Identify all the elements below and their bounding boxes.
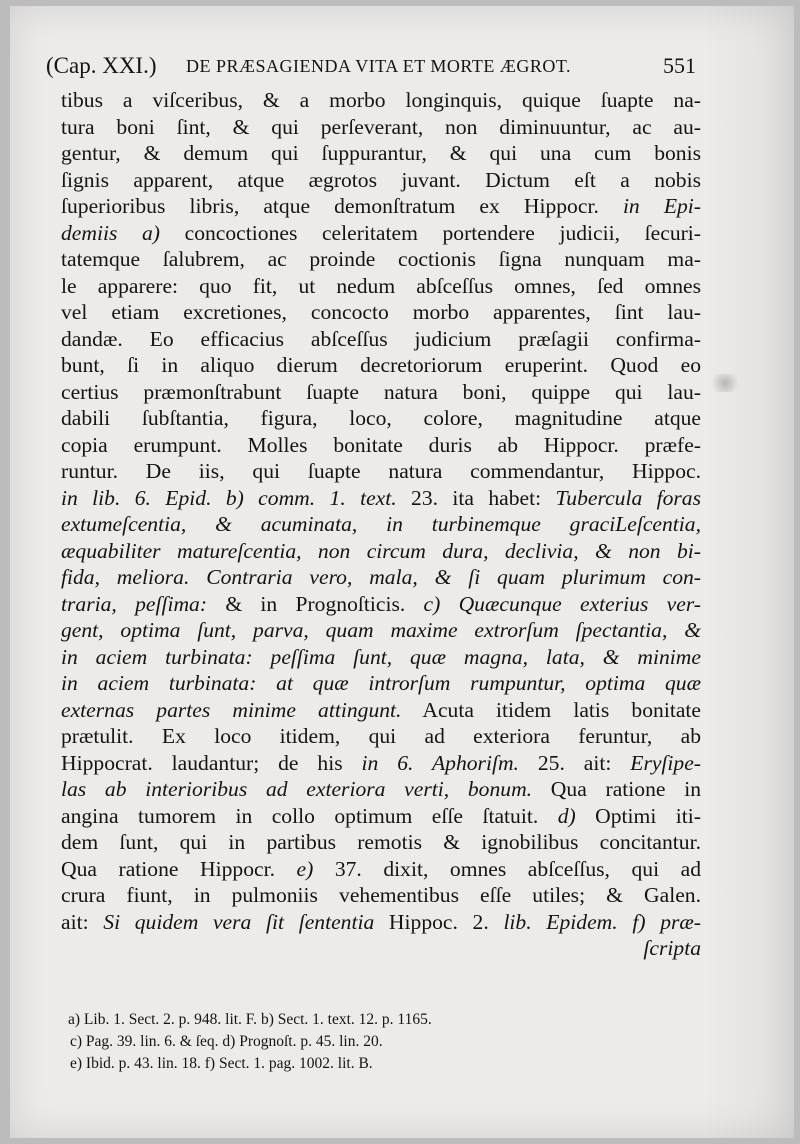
text-line (61, 750, 701, 777)
text-run: Sect. 1. pag. 1002. lit. B. (215, 1055, 373, 1072)
text-run: Optimi iti- (575, 803, 701, 828)
italic-text: demiis a) (61, 220, 160, 245)
footnote-line (68, 1009, 688, 1031)
text-line (61, 193, 701, 220)
italic-text: in aciem turbinata: peſſima ſunt, quæ magna, lata, & minime (61, 644, 701, 669)
text-line (61, 829, 701, 856)
text-run: vel etiam excretiones, concocto morbo apparentes, ſint lau- (61, 300, 701, 324)
italic-text: e) (296, 856, 314, 881)
text-run: Qua ratione Hippocr. (61, 856, 297, 881)
italic-text: extumeſcentia, & acuminata, in turbinemque graciLeſcentia, (61, 512, 701, 536)
text-run: runtur. De iis, qui ſuapte natura commendantur, Hippoc. (61, 459, 701, 483)
text-run: Acuta itidem latis bonitate (401, 697, 701, 722)
italic-text: in aciem turbinata: at quæ introrſum rumpuntur, optima quæ (61, 671, 701, 695)
italic-text: in 6. Aphoriſm. (361, 750, 519, 775)
italic-text: b) (260, 1011, 274, 1028)
text-line (61, 803, 701, 830)
text-run: 25. ait: (518, 750, 631, 775)
text-run: ſignis apparent, atque ægrotos juvant. Dictum eſt a nobis (61, 167, 701, 192)
text-run: Lib. 1. Sect. 2. p. 948. lit. F. (80, 1011, 261, 1028)
text-run: ſuperioribus libris, atque demonſtratum ex Hippocr. (61, 194, 623, 218)
text-run: angina tumorem in collo optimum eſſe ſtatuit. (61, 803, 558, 828)
text-line (61, 273, 701, 300)
ink-smudge (708, 374, 742, 392)
body-text (61, 87, 701, 962)
text-run: concoctiones celeritatem portendere judicii, ſecuri- (160, 220, 701, 245)
text-line (61, 591, 701, 618)
italic-text: in Epi- (622, 194, 702, 218)
text-run: 37. dixit, omnes abſceſſus, qui ad (313, 856, 702, 881)
text-run: copia erumpunt. Molles bonitate duris ab Hippocr. præfe- (61, 432, 701, 457)
italic-text: c) Quæcunque exterius ver- (423, 591, 701, 616)
italic-text: gent, optima ſunt, parva, quam maxime extrorſum ſpectantia, & (61, 618, 701, 642)
italic-text: fida, meliora. Contraria vero, mala, & ſi quam plurimum con- (61, 565, 701, 589)
text-run: dabili ſubſtantia, figura, loco, colore, magnitudine atque (61, 406, 701, 430)
text-line (61, 87, 701, 114)
text-line (61, 856, 701, 883)
footnote-line (68, 1031, 688, 1053)
italic-text: d) (557, 803, 576, 828)
text-run: tibus a viſceribus, & a morbo longinquis, quique ſuapte na- (61, 88, 701, 112)
italic-text: f) (204, 1055, 216, 1072)
text-line (61, 644, 701, 671)
text-run: Ibid. p. 43. lin. 18. (82, 1055, 205, 1072)
italic-text: externas partes minime attingunt. (61, 697, 402, 722)
text-run: Prognoſt. p. 45. lin. 20. (235, 1033, 383, 1050)
text-line (61, 299, 701, 326)
italic-text: Eryſipe- (630, 750, 701, 775)
text-run: 23. ita habet: (396, 485, 556, 510)
text-run: & in Prognoſticis. (207, 591, 424, 616)
text-run: tatemque ſalubrem, ac proinde coctionis ſigna nunquam ma- (61, 247, 701, 271)
text-line (61, 220, 701, 247)
italic-text: e) (70, 1055, 83, 1072)
italic-text: c) (70, 1033, 83, 1050)
italic-text: in lib. 6. Epid. b) comm. 1. text. (61, 485, 397, 510)
text-run: Qua ratione in (532, 777, 702, 801)
italic-text: traria, peſſima: (61, 591, 208, 616)
italic-text: lib. Epidem. f) præ- (503, 909, 701, 934)
text-line (61, 538, 701, 565)
text-run: Hippoc. 2. (374, 909, 504, 934)
text-run: gentur, & demum qui ſuppurantur, & qui una cum bonis (61, 141, 701, 165)
page-gutter-shadow (702, 6, 794, 1138)
italic-text: Si quidem vera ſit ſententia (103, 909, 375, 934)
text-run: bunt, ſi in aliquo dierum decretoriorum eruperint. Quod eo (61, 353, 701, 377)
running-title: DE PRÆSAGIENDA VITA ET MORTE ÆGROT. (186, 56, 571, 76)
running-header (46, 46, 696, 86)
text-line (61, 564, 701, 591)
text-line (61, 326, 701, 353)
text-line (61, 670, 701, 697)
text-line (61, 723, 701, 750)
text-line (61, 114, 701, 141)
text-run: Sect. 1. text. 12. p. 1165. (273, 1011, 432, 1028)
text-line (61, 405, 701, 432)
text-line (61, 909, 701, 936)
text-run: prætulit. Ex loco itidem, qui ad exteriora feruntur, ab (61, 724, 701, 748)
italic-text: Tubercula foras (555, 485, 702, 510)
text-line (61, 511, 701, 538)
text-run: crura fiunt, in pulmoniis vehementibus eſſe utiles; & Galen. (61, 883, 701, 907)
text-line (61, 458, 701, 485)
text-run: certius præmonſtrabunt ſuapte natura boni, quippe qui lau- (61, 379, 701, 404)
chapter-label: (Cap. XXI.) (46, 53, 157, 78)
text-line (61, 697, 701, 724)
page-number: 551 (663, 53, 696, 78)
italic-text: æquabiliter matureſcentia, non circum dura, declivia, & non bi- (61, 538, 701, 563)
text-line (61, 140, 701, 167)
text-line (61, 776, 701, 803)
text-line (61, 485, 701, 512)
italic-text: d) (222, 1033, 236, 1050)
text-run: dandæ. Eo efficacius abſceſſus judicium præſagii confirma- (61, 326, 701, 351)
text-line (61, 352, 701, 379)
text-line (61, 246, 701, 273)
text-line (61, 167, 701, 194)
text-line (61, 379, 701, 406)
italic-text: a) (68, 1011, 81, 1028)
text-line (61, 882, 701, 909)
footnotes (68, 1009, 688, 1075)
text-run: le apparere: quo fit, ut nedum abſceſſus omnes, ſed omnes (61, 273, 701, 298)
text-run: tura boni ſint, & qui perſeverant, non diminuuntur, ac au- (61, 114, 701, 139)
italic-text: las ab interioribus ad exteriora verti, bonum. (61, 777, 533, 801)
text-line (61, 617, 701, 644)
text-run: Hippocrat. laudantur; de his (61, 750, 362, 775)
text-run: Pag. 39. lin. 6. & ſeq. (82, 1033, 223, 1050)
text-run: dem ſunt, qui in partibus remotis & ignobilibus concitantur. (61, 830, 701, 854)
text-line (61, 432, 701, 459)
italic-text: ſcripta (643, 936, 701, 960)
book-page (10, 6, 794, 1138)
text-run: ait: (61, 909, 104, 934)
text-line (61, 935, 701, 962)
footnote-line (68, 1053, 688, 1075)
